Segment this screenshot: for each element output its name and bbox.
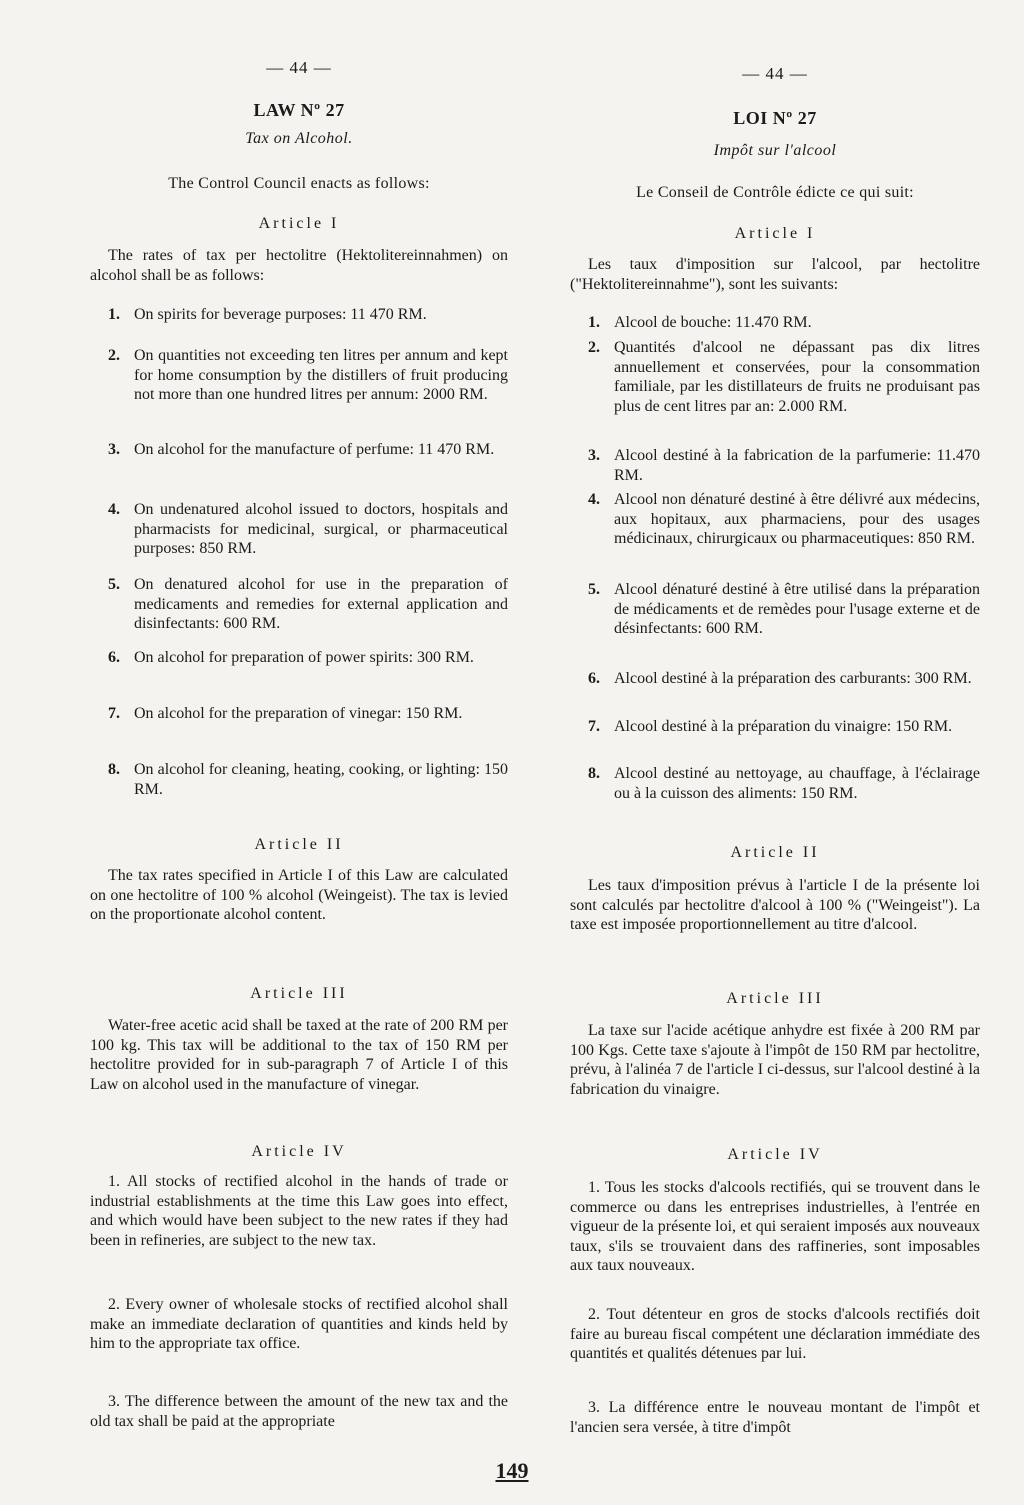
article-3-heading: Article III	[250, 985, 348, 1002]
article-1-item	[90, 440, 508, 460]
article-3-text: Water-free acetic acid shall be taxed at the rate of 200 RM per 100 kg. This tax will be additional to the tax of 150 RM per hectolitre provided for in sub-paragraph 7 of Article I of this Law on alcohol used in the manufacture of vinegar.	[90, 1017, 508, 1093]
item-number: 1.	[588, 314, 600, 331]
item-text: Alcool destiné à la préparation des carburants: 300 RM.	[614, 670, 972, 687]
item-text: Alcool non dénaturé destiné à être délivré aux médecins, aux hopitaux, aux pharmaciens, pour des usages médicinaux, chirurgicaux ou pharmaceutiques: 850 RM.	[614, 491, 980, 547]
article-1-item	[570, 338, 980, 416]
article-1-intro: The rates of tax per hectolitre (Hektolitereinnahmen) on alcohol shall be as follows:	[90, 247, 508, 284]
article-4-heading: Article IV	[727, 1146, 823, 1163]
law-title: LAW Nº 27	[253, 100, 345, 120]
item-number: 3.	[588, 447, 600, 464]
item-text: On alcohol for preparation of power spirits: 300 RM.	[134, 649, 474, 666]
item-text: On undenatured alcohol issued to doctors, hospitals and pharmacists for medicinal, surgical, or pharmaceutical purposes: 850 RM.	[134, 501, 508, 557]
page-number: — 44 —	[266, 58, 332, 77]
article-1-item	[570, 446, 980, 485]
item-number: 2.	[588, 339, 600, 356]
item-number: 6.	[108, 649, 120, 666]
article-1-item	[570, 717, 980, 737]
article-1-item	[90, 704, 508, 724]
article-1-item	[90, 346, 508, 405]
article-1-intro: Les taux d'imposition sur l'alcool, par hectolitre ("Hektolitereinnahme"), sont les suivants:	[570, 256, 980, 293]
item-number: 2.	[108, 347, 120, 364]
article-1-item	[90, 575, 508, 634]
item-number: 8.	[108, 761, 120, 778]
item-number: 4.	[588, 491, 600, 508]
article-2-text: The tax rates specified in Article I of this Law are calculated on one hectolitre of 100 % alcohol (Weingeist). The tax is levied on the proportionate alcohol content.	[90, 867, 508, 923]
footer-page-number: 149	[495, 1458, 529, 1483]
article-3-text: La taxe sur l'acide acétique anhydre est fixée à 200 RM par 100 Kgs. Cette taxe s'ajoute à l'impôt de 150 RM par hectolitre, prévu, à l'alinéa 7 de l'article I ci-dessus, sur l'alcool destiné à la fabrication du vinaigre.	[570, 1022, 980, 1098]
item-number: 8.	[588, 765, 600, 782]
item-text: On alcohol for the manufacture of perfume: 11 470 RM.	[134, 441, 495, 458]
article-1-item	[90, 500, 508, 559]
article-4-para-2: 2. Every owner of wholesale stocks of rectified alcohol shall make an immediate declaration of quantities and kinds held by him to the appropriate tax office.	[90, 1296, 508, 1352]
article-1-item	[90, 760, 508, 799]
article-1-heading: Article I	[258, 215, 340, 232]
item-number: 1.	[108, 306, 120, 323]
item-number: 5.	[588, 581, 600, 598]
item-number: 5.	[108, 576, 120, 593]
article-1-item	[570, 580, 980, 639]
article-2-text: Les taux d'imposition prévus à l'article I de la présente loi sont calculés par hectolitre d'alcool à 100 % ("Weingeist"). La taxe est imposée proportionnellement au titre d'alcool.	[570, 877, 980, 933]
item-text: On quantities not exceeding ten litres per annum and kept for home consumption by the distillers of fruit producing not more than one hundred litres per annum: 2000 RM.	[134, 347, 508, 403]
article-4-heading: Article IV	[251, 1143, 347, 1160]
item-number: 6.	[588, 670, 600, 687]
item-text: Alcool dénaturé destiné à être utilisé dans la préparation de médicaments et de remèdes pour l'usage externe et de désinfectants: 600 RM.	[614, 581, 980, 637]
item-text: Alcool de bouche: 11.470 RM.	[614, 314, 812, 331]
article-2-heading: Article II	[730, 844, 820, 861]
article-1-item	[570, 490, 980, 549]
item-number: 3.	[108, 441, 120, 458]
item-text: On spirits for beverage purposes: 11 470 RM.	[134, 306, 427, 323]
item-number: 4.	[108, 501, 120, 518]
article-4-para-2: 2. Tout détenteur en gros de stocks d'alcools rectifiés doit faire au bureau fiscal compétent une déclaration immédiate des quantités et qualités détenues par lui.	[570, 1306, 980, 1362]
item-text: On alcohol for cleaning, heating, cooking, or lighting: 150 RM.	[134, 761, 508, 798]
law-subtitle: Impôt sur l'alcool	[713, 142, 837, 159]
item-number: 7.	[588, 718, 600, 735]
item-text: On alcohol for the preparation of vinegar: 150 RM.	[134, 705, 463, 722]
article-3-heading: Article III	[726, 990, 824, 1007]
article-1-heading: Article I	[734, 225, 816, 242]
article-4-para-1: 1. All stocks of rectified alcohol in the hands of trade or industrial establishments at the time this Law goes into effect, and which would have been subject to the new rates if they had been in refineries, are subject to the new tax.	[90, 1173, 508, 1249]
article-1-item	[570, 669, 980, 689]
item-text: Alcool destiné à la préparation du vinaigre: 150 RM.	[614, 718, 953, 735]
law-subtitle: Tax on Alcohol.	[245, 130, 353, 147]
article-1-item	[90, 305, 508, 325]
page-number: — 44 —	[742, 64, 808, 83]
enacting-clause: Le Conseil de Contrôle édicte ce qui suit:	[636, 184, 914, 201]
item-number: 7.	[108, 705, 120, 722]
item-text: On denatured alcohol for use in the preparation of medicaments and remedies for external application and disinfectants: 600 RM.	[134, 576, 508, 632]
article-1-item	[90, 648, 508, 668]
article-4-para-3: 3. The difference between the amount of the new tax and the old tax shall be paid at the appropriate	[90, 1393, 508, 1430]
article-4-para-1: 1. Tous les stocks d'alcools rectifiés, qui se trouvent dans le commerce ou dans les entreprises industrielles, à l'entrée en vigueur de la présente loi, et qui seraient imposés aux nouveaux taux, s'ils se trouvaient dans des raffineries, sont imposables aux taux nouveaux.	[570, 1179, 980, 1274]
article-4-para-3: 3. La différence entre le nouveau montant de l'impôt et l'ancien sera versée, à titre d'impôt	[570, 1399, 980, 1436]
item-text: Alcool destiné à la fabrication de la parfumerie: 11.470 RM.	[614, 447, 980, 484]
article-1-item	[570, 764, 980, 803]
article-1-item	[570, 313, 980, 333]
item-text: Alcool destiné au nettoyage, au chauffage, à l'éclairage ou à la cuisson des aliments: 150 RM.	[614, 765, 980, 802]
law-title: LOI Nº 27	[733, 108, 817, 128]
article-2-heading: Article II	[254, 836, 344, 853]
item-text: Quantités d'alcool ne dépassant pas dix litres annuellement et conservées, pour la consommation familiale, par les distillateurs de fruits ne produisant pas plus de cent litres par an: 2.000 RM.	[614, 339, 980, 415]
enacting-clause: The Control Council enacts as follows:	[168, 175, 430, 192]
